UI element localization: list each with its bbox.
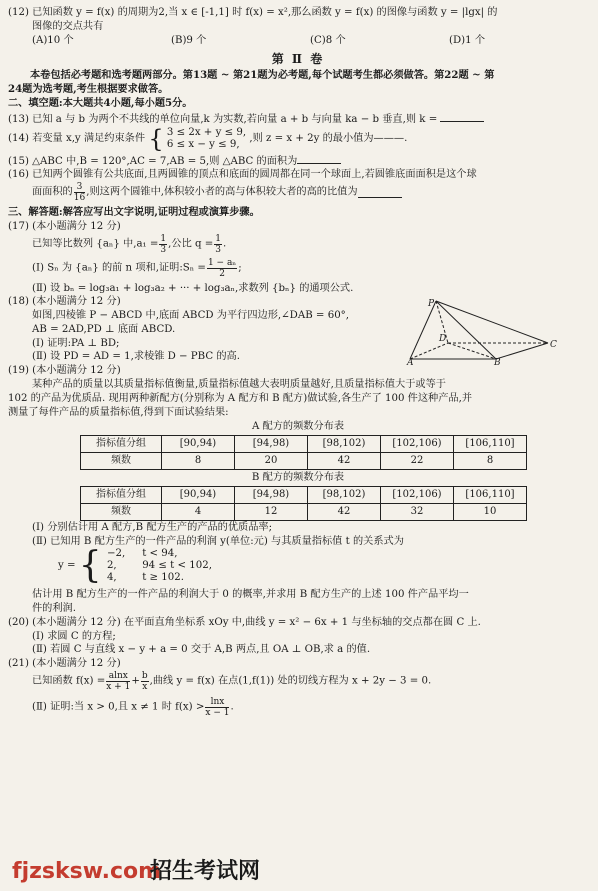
table-a-caption: A 配方的频数分布表 xyxy=(251,421,345,433)
table-a xyxy=(80,435,527,470)
q17-q-den: 3 xyxy=(215,244,222,255)
q21-l1-a: 已知函数 f(x) = xyxy=(32,675,106,687)
table-b-header-row xyxy=(81,486,527,503)
table-cell: 10 xyxy=(454,503,527,520)
q13-blank xyxy=(440,111,484,122)
part2-intro-1: 本卷包括必考题和选考题两部分。第13题 ~ 第21题为必考题,每个试题考生都必须做答。第22题 ~ 第 xyxy=(30,69,495,82)
edge-PC xyxy=(436,301,548,343)
q19-part2: (Ⅱ) 已知用 B 配方生产的一件产品的利润 y(单位:元) 与其质量指标值 t 的关系式为 xyxy=(32,535,404,547)
q21-p2-period: . xyxy=(230,701,234,713)
q19-piece-c1: t < 94, xyxy=(142,548,178,560)
q21-p2-text: (Ⅱ) 证明:当 x > 0,且 x ≠ 1 时 f(x) > xyxy=(32,701,205,713)
table-cell: 32 xyxy=(381,503,454,520)
table-b-freq-row xyxy=(81,503,527,520)
q19-part3: 估计用 B 配方生产的一件产品的利润大于 0 的概率,并求用 B 配方生产的上述 100 件产品平均一 xyxy=(32,589,469,601)
q19-piece-values xyxy=(107,548,137,584)
table-cell: [98,102) xyxy=(308,436,381,453)
q18-part2: (Ⅱ) 设 PD = AD = 1,求棱锥 D − PBC 的高. xyxy=(32,351,240,363)
table-cell: 指标值分组 xyxy=(81,436,162,453)
q17-num: (17) (本小题满分 12 分) xyxy=(8,220,121,232)
solve-header: 三、解答题:解答应写出文字说明,证明过程或演算步骤。 xyxy=(8,206,260,219)
q17-p1-semicolon: ; xyxy=(238,262,242,274)
site-watermark-cn xyxy=(150,857,260,887)
table-cell: 8 xyxy=(454,453,527,470)
part2-title: 第 Ⅱ 卷 xyxy=(271,52,325,67)
q19-line2: 102 的产品为优质品. 现用两种新配方(分别称为 A 配方和 B 配方)做试验,各生产了 100 件这种产品,并 xyxy=(8,392,473,404)
q12-option-b: (B)9 个 xyxy=(171,34,207,46)
q12-option-d: (D)1 个 xyxy=(449,34,486,46)
q14-constraint-2: 6 ≤ x − y ≤ 9, xyxy=(166,138,240,150)
q21-p2-den: x − 1 xyxy=(205,707,230,718)
table-cell: [94,98) xyxy=(235,486,308,503)
q16-line2 xyxy=(8,182,588,206)
q16-blank xyxy=(358,187,402,198)
q14-brace: { xyxy=(148,124,164,153)
q13 xyxy=(8,111,588,127)
q19-line1: 某种产品的质量以其质量指标值衡量,质量指标值越大表明质量越好,且质量指标值大于或等于 xyxy=(32,378,446,390)
q21-p2-frac xyxy=(205,697,229,718)
table-cell: [106,110] xyxy=(454,436,527,453)
q17-given xyxy=(8,234,588,258)
q19-num: (19) (本小题满分 12 分) xyxy=(8,365,121,377)
q21-f2-num: b xyxy=(141,670,148,681)
q21-frac-2 xyxy=(141,671,149,692)
q17-frac-a1 xyxy=(159,234,167,255)
q14-pre: (14) 若变量 x,y 满足约束条件 xyxy=(8,132,146,144)
q21-l1-c: ,曲线 y = f(x) 在点(1,f(1)) 处的切线方程为 x + 2y − 3 = 0. xyxy=(149,675,432,687)
table-cell: 42 xyxy=(308,503,381,520)
table-cell: [94,98) xyxy=(235,436,308,453)
table-b xyxy=(80,486,527,521)
table-cell: [98,102) xyxy=(308,486,381,503)
q12-option-c: (C)8 个 xyxy=(310,34,346,46)
watermark-cn: 招生考试网 xyxy=(150,859,261,885)
q21-p2-num: lnx xyxy=(205,697,229,708)
q17-part1 xyxy=(8,258,588,282)
site-watermark xyxy=(12,857,161,887)
q13-text: (13) 已知 a 与 b 为两个不共线的单位向量,k 为实数,若向量 a + b 与向量 ka − b 垂直,则 k = xyxy=(8,113,438,125)
q19-piece-conds xyxy=(142,548,212,584)
q17-p1-num: 1 − aₙ xyxy=(207,257,237,268)
q19-part1: (Ⅰ) 分别估计用 A 配方,B 配方生产的产品的优质品率; xyxy=(32,521,273,533)
table-cell: 频数 xyxy=(81,453,162,470)
q12-options xyxy=(8,34,588,48)
q21-l1-plus: + xyxy=(131,675,140,687)
q18-line2: AB = 2AD,PD ⊥ 底面 ABCD. xyxy=(32,323,176,335)
table-cell: 频数 xyxy=(81,503,162,520)
q18-num: (18) (本小题满分 12 分) xyxy=(8,296,121,308)
label-D: D xyxy=(439,334,447,345)
q16-text-a: 面面积的 xyxy=(32,186,73,198)
label-C: C xyxy=(550,340,557,351)
edge-PB xyxy=(436,301,496,359)
fill-header: 二、填空题:本大题共4小题,每小题5分。 xyxy=(8,97,193,110)
q16-line1: (16) 已知两个圆锥有公共底面,且两圆锥的顶点和底面的圆周都在同一个球面上,若圆锥底面面积是这个球 xyxy=(8,169,477,181)
label-P: P xyxy=(428,299,435,310)
table-cell: 8 xyxy=(162,453,235,470)
q19-piece-lhs: y = xyxy=(58,560,76,572)
q18-line1: 如图,四棱锥 P − ABCD 中,底面 ABCD 为平行四边形,∠DAB = 60°, xyxy=(32,310,350,322)
q17-given-b: ,公比 q = xyxy=(168,238,214,250)
q18-block xyxy=(8,295,588,369)
q17-p1-text: (Ⅰ) Sₙ 为 {aₙ} 的前 n 项和,证明:Sₙ = xyxy=(32,262,206,274)
q21-frac-1 xyxy=(106,671,130,692)
table-cell: [102,106) xyxy=(381,486,454,503)
q17-given-a: 已知等比数列 {aₙ} 中,a₁ = xyxy=(32,238,159,250)
q18-part1: (Ⅰ) 证明:PA ⊥ BD; xyxy=(32,337,120,349)
q17-period: . xyxy=(223,238,227,250)
q19-line3: 测量了每件产品的质量指标值,得到下面试验结果: xyxy=(8,406,229,418)
q21-f2-den: x xyxy=(142,681,148,692)
table-cell: 20 xyxy=(235,453,308,470)
table-cell: 42 xyxy=(308,453,381,470)
q21-f1-num: alnx xyxy=(106,671,130,682)
q14-constraint-1: 3 ≤ 2x + y ≤ 9, xyxy=(166,126,247,138)
q21-num: (21) (本小题满分 12 分) xyxy=(8,658,121,670)
edge-PA xyxy=(410,301,436,359)
edge-BC xyxy=(496,343,548,359)
q19-piece-c3: t ≥ 102. xyxy=(142,572,184,584)
q12-line2: 图像的交点共有 xyxy=(32,20,104,32)
watermark-site: fjzsksw.com xyxy=(12,859,162,885)
q20-line1: (20) (本小题满分 12 分) 在平面直角坐标系 xOy 中,曲线 y = x² − 6x + 1 与坐标轴的交点都在圆 C 上. xyxy=(8,616,481,628)
table-cell: 22 xyxy=(381,453,454,470)
q19-piece-v1: −2, xyxy=(106,548,126,560)
label-A: A xyxy=(407,358,414,369)
table-cell: [106,110] xyxy=(454,486,527,503)
part2-intro-2: 24题为选考题,考生根据要求做答。 xyxy=(8,83,169,96)
table-b-caption: B 配方的频数分布表 xyxy=(251,472,345,484)
table-cell: 指标值分组 xyxy=(81,486,162,503)
q16-frac-den: 16 xyxy=(73,193,86,204)
q19-piece-c2: 94 ≤ t < 102, xyxy=(142,560,212,572)
q20-part1: (Ⅰ) 求圆 C 的方程; xyxy=(32,630,116,642)
table-a-freq-row xyxy=(81,453,527,470)
q19-part4: 件的利润. xyxy=(32,603,76,615)
q19-piece-v3: 4, xyxy=(106,572,117,584)
q15-text: (15) △ABC 中,B = 120°,AC = 7,AB = 5,则 △ABC 的面积为 xyxy=(8,155,298,167)
q17-a1-num: 1 xyxy=(160,233,167,244)
q14-system xyxy=(167,127,246,151)
table-cell: [90,94) xyxy=(162,436,235,453)
q15-blank xyxy=(297,153,341,164)
table-cell: [90,94) xyxy=(162,486,235,503)
pyramid-figure xyxy=(407,297,558,369)
label-B: B xyxy=(494,358,501,369)
q17-p1-frac xyxy=(207,258,237,279)
q19-brace: { xyxy=(78,545,102,587)
q15 xyxy=(8,153,588,169)
q21-part2 xyxy=(8,697,588,723)
q16-text-b: ,则这两个圆锥中,体积较小者的高与体积较大者的高的比值为 xyxy=(86,186,358,198)
q19-piece-v2: 2, xyxy=(106,560,117,572)
table-a-header-row xyxy=(81,436,527,453)
q21-f1-den: x + 1 xyxy=(106,681,131,692)
q12-line1: (12) 已知函数 y = f(x) 的周期为2,当 x ∈ [-1,1] 时 f(x) = x²,那么函数 y = f(x) 的图像与函数 y = |lgx| 的 xyxy=(8,7,498,18)
q21-line1 xyxy=(8,671,588,697)
q16-fraction xyxy=(74,182,85,203)
table-cell: [102,106) xyxy=(381,436,454,453)
q19-piecewise xyxy=(8,545,588,588)
table-cell: 4 xyxy=(162,503,235,520)
q17-a1-den: 3 xyxy=(160,244,167,255)
q12-option-a: (A)10 个 xyxy=(32,34,74,46)
q14-post: ,则 z = x + 2y 的最小值为———. xyxy=(249,132,408,144)
q17-part2: (Ⅱ) 设 bₙ = log₃a₁ + log₃a₂ + ··· + log₃aₙ,求数列 {bₙ} 的通项公式. xyxy=(32,282,354,294)
q17-q-num: 1 xyxy=(215,233,222,244)
q14 xyxy=(8,124,588,153)
q20-part2: (Ⅱ) 若圆 C 与直线 x − y + a = 0 交于 A,B 两点,且 OA ⊥ OB,求 a 的值. xyxy=(32,644,371,656)
table-cell: 12 xyxy=(235,503,308,520)
q17-frac-q xyxy=(214,234,222,255)
q16-frac-num: 3 xyxy=(74,182,85,193)
q17-p1-den: 2 xyxy=(219,268,225,279)
edge-DB xyxy=(448,343,496,359)
